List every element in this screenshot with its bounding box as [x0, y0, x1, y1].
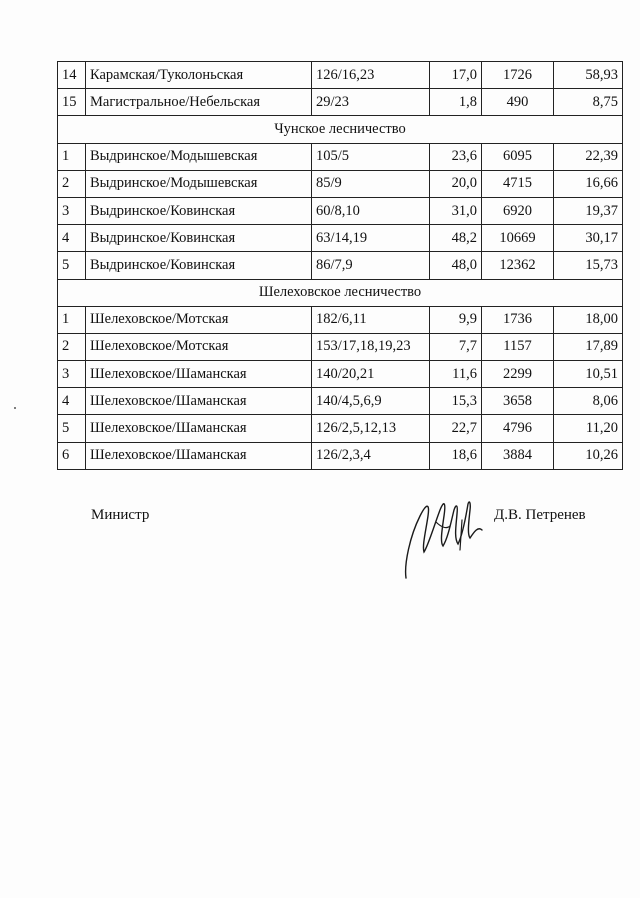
- scan-speck: [14, 407, 16, 409]
- ratio-value: 22,39: [554, 143, 623, 170]
- row-number: 3: [58, 197, 86, 224]
- table-row: [58, 361, 623, 388]
- quarter-allotment: 126/2,3,4: [312, 442, 430, 469]
- ratio-value: 17,89: [554, 333, 623, 360]
- volume-value: 1736: [482, 306, 554, 333]
- handwritten-signature: [396, 486, 496, 586]
- table-row: [58, 62, 623, 89]
- quarter-allotment: 60/8,10: [312, 197, 430, 224]
- table-row: [58, 197, 623, 224]
- table-row: [58, 388, 623, 415]
- ratio-value: 8,75: [554, 89, 623, 116]
- area-value: 23,6: [430, 143, 482, 170]
- forestry-district-name: Шелеховское/Мотская: [86, 333, 312, 360]
- table-row: [58, 143, 623, 170]
- row-number: 2: [58, 333, 86, 360]
- section-header-row: [58, 116, 623, 143]
- quarter-allotment: 63/14,19: [312, 225, 430, 252]
- forestry-district-name: Выдринское/Ковинская: [86, 252, 312, 279]
- area-value: 22,7: [430, 415, 482, 442]
- forestry-district-name: Выдринское/Модышевская: [86, 143, 312, 170]
- quarter-allotment: 126/2,5,12,13: [312, 415, 430, 442]
- volume-value: 12362: [482, 252, 554, 279]
- area-value: 48,2: [430, 225, 482, 252]
- signer-name: Д.В. Петренев: [494, 507, 586, 523]
- forestry-district-name: Выдринское/Ковинская: [86, 197, 312, 224]
- quarter-allotment: 140/4,5,6,9: [312, 388, 430, 415]
- ratio-value: 16,66: [554, 170, 623, 197]
- row-number: 3: [58, 361, 86, 388]
- forestry-district-name: Шелеховское/Мотская: [86, 306, 312, 333]
- table-row: [58, 170, 623, 197]
- ratio-value: 8,06: [554, 388, 623, 415]
- section-title: Чунское лесничество: [58, 116, 623, 143]
- volume-value: 4796: [482, 415, 554, 442]
- forestry-district-name: Шелеховское/Шаманская: [86, 361, 312, 388]
- forestry-district-name: Карамская/Туколоньская: [86, 62, 312, 89]
- area-value: 48,0: [430, 252, 482, 279]
- ratio-value: 19,37: [554, 197, 623, 224]
- row-number: 2: [58, 170, 86, 197]
- row-number: 1: [58, 143, 86, 170]
- row-number: 5: [58, 415, 86, 442]
- volume-value: 490: [482, 89, 554, 116]
- forestry-district-name: Шелеховское/Шаманская: [86, 442, 312, 469]
- table-row: [58, 442, 623, 469]
- row-number: 1: [58, 306, 86, 333]
- ratio-value: 11,20: [554, 415, 623, 442]
- area-value: 17,0: [430, 62, 482, 89]
- volume-value: 3658: [482, 388, 554, 415]
- volume-value: 6095: [482, 143, 554, 170]
- forestry-district-name: Шелеховское/Шаманская: [86, 388, 312, 415]
- section-header-row: [58, 279, 623, 306]
- quarter-allotment: 182/6,11: [312, 306, 430, 333]
- ratio-value: 30,17: [554, 225, 623, 252]
- ratio-value: 10,51: [554, 361, 623, 388]
- section-title: Шелеховское лесничество: [58, 279, 623, 306]
- area-value: 15,3: [430, 388, 482, 415]
- volume-value: 1157: [482, 333, 554, 360]
- minister-title: Министр: [91, 507, 150, 523]
- row-number: 5: [58, 252, 86, 279]
- ratio-value: 15,73: [554, 252, 623, 279]
- forestry-district-name: Шелеховское/Шаманская: [86, 415, 312, 442]
- volume-value: 3884: [482, 442, 554, 469]
- quarter-allotment: 86/7,9: [312, 252, 430, 279]
- quarter-allotment: 140/20,21: [312, 361, 430, 388]
- ratio-value: 18,00: [554, 306, 623, 333]
- quarter-allotment: 29/23: [312, 89, 430, 116]
- area-value: 20,0: [430, 170, 482, 197]
- table-body: [58, 62, 623, 470]
- forestry-district-name: Выдринское/Модышевская: [86, 170, 312, 197]
- forest-plots-table: [57, 61, 623, 470]
- area-value: 11,6: [430, 361, 482, 388]
- area-value: 9,9: [430, 306, 482, 333]
- table-row: [58, 415, 623, 442]
- forestry-district-name: Выдринское/Ковинская: [86, 225, 312, 252]
- volume-value: 6920: [482, 197, 554, 224]
- table-row: [58, 252, 623, 279]
- row-number: 4: [58, 388, 86, 415]
- row-number: 6: [58, 442, 86, 469]
- quarter-allotment: 153/17,18,19,23: [312, 333, 430, 360]
- volume-value: 10669: [482, 225, 554, 252]
- area-value: 1,8: [430, 89, 482, 116]
- forestry-district-name: Магистральное/Небельская: [86, 89, 312, 116]
- table-row: [58, 333, 623, 360]
- area-value: 31,0: [430, 197, 482, 224]
- ratio-value: 10,26: [554, 442, 623, 469]
- row-number: 15: [58, 89, 86, 116]
- area-value: 7,7: [430, 333, 482, 360]
- quarter-allotment: 126/16,23: [312, 62, 430, 89]
- volume-value: 1726: [482, 62, 554, 89]
- volume-value: 4715: [482, 170, 554, 197]
- area-value: 18,6: [430, 442, 482, 469]
- quarter-allotment: 85/9: [312, 170, 430, 197]
- row-number: 4: [58, 225, 86, 252]
- table-row: [58, 306, 623, 333]
- table-row: [58, 225, 623, 252]
- row-number: 14: [58, 62, 86, 89]
- table-row: [58, 89, 623, 116]
- ratio-value: 58,93: [554, 62, 623, 89]
- volume-value: 2299: [482, 361, 554, 388]
- quarter-allotment: 105/5: [312, 143, 430, 170]
